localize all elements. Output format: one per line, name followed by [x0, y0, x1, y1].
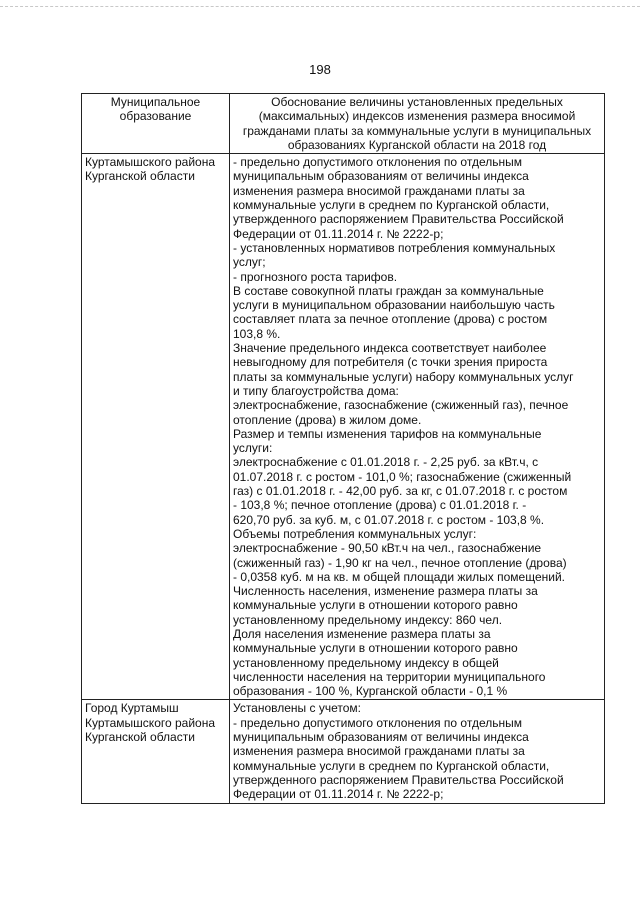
text-line: численности населения на территории муниципального [233, 669, 546, 684]
text-line: образования - 100 %, Курганской области - 0,1 % [233, 684, 508, 699]
text-line: изменения размера вносимой гражданами платы за [233, 183, 525, 198]
header-justification: Обоснование величины установленных предельных (максимальных) индексов изменения размера вносимой гражданами платы за коммунальные услуги в муниципальных образованиях Курганской области на 2018 год [230, 94, 605, 154]
municipality-name: Город Куртамыш Куртамышского района Курганской области [82, 700, 230, 803]
text-line: муниципальным образованиям от величины индекса [233, 169, 529, 184]
text-line: Установлены с учетом: [233, 701, 361, 716]
text-line: Размер и темпы изменения тарифов на коммунальные [233, 426, 542, 441]
text-line: установленному предельному индексу: 860 чел. [233, 612, 503, 627]
text-line: Численность населения, изменение размера платы за [233, 584, 538, 599]
text-line: (сжиженный газ) - 1,90 кг на чел., печное отопление (дрова) [233, 555, 567, 570]
text-line: коммунальные услуги в отношении которого равно [233, 598, 518, 613]
text-line: Объемы потребления коммунальных услуг: [233, 526, 477, 541]
text-line: отопление (дрова) в жилом доме. [233, 412, 422, 427]
text-line: В составе совокупной платы граждан за коммунальные [233, 283, 544, 298]
text-line: Доля населения изменение размера платы за [233, 626, 491, 641]
text-line: и типу благоустройства дома: [233, 383, 399, 398]
text-line: 620,70 руб. за куб. м, с 01.07.2018 г. с ростом - 103,8 %. [233, 512, 545, 527]
text-line: установленному предельному индексу в общей [233, 655, 499, 670]
text-line: 103,8 %. [233, 326, 281, 341]
text-line: электроснабжение, газоснабжение (сжиженный газ), печное [233, 398, 569, 413]
text-line: коммунальные услуги в отношении которого равно [233, 641, 518, 656]
text-line: газ) с 01.01.2018 г. - 42,00 руб. за кг, с 01.07.2018 г. с ростом [233, 484, 568, 499]
text-line: Федерации от 01.11.2014 г. № 2222-р; [233, 787, 444, 802]
table-header-row [82, 94, 605, 154]
text-line: - установленных нормативов потребления коммунальных [233, 240, 556, 255]
justification-table [81, 93, 605, 804]
text-line: 01.07.2018 г. с ростом - 101,0 %; газоснабжение (сжиженный [233, 469, 572, 484]
table-row [82, 154, 605, 700]
table-row [82, 700, 605, 803]
text-line: составляет плата за печное отопление (дрова) с ростом [233, 312, 548, 327]
municipality-name: Куртамышского района Курганской области [82, 154, 230, 700]
text-line: услуги в муниципальном образовании наибольшую часть [233, 298, 555, 313]
text-line: электроснабжение - 90,50 кВт.ч на чел., газоснабжение [233, 541, 542, 556]
header-municipality: Муниципальное образование [82, 94, 230, 154]
text-line: услуги: [233, 441, 273, 456]
text-line: невыгодному для потребителя (с точки зрения прироста [233, 355, 548, 370]
text-line: Значение предельного индекса соответствует наиболее [233, 341, 547, 356]
text-line: - 0,0358 куб. м на кв. м общей площади жилых помещений. [233, 569, 565, 584]
justification-text [230, 154, 605, 700]
justification-text [230, 700, 605, 803]
text-line: электроснабжение с 01.01.2018 г. - 2,25 руб. за кВт.ч, с [233, 455, 539, 470]
text-line: Федерации от 01.11.2014 г. № 2222-р; [233, 226, 444, 241]
text-line: - прогнозного роста тарифов. [233, 269, 398, 284]
text-line: - предельно допустимого отклонения по отдельным [233, 715, 522, 730]
text-line: платы за коммунальные услуги) набору коммунальных услуг [233, 369, 574, 384]
text-line: коммунальные услуги в среднем по Курганской области, [233, 758, 550, 773]
text-line: изменения размера вносимой гражданами платы за [233, 744, 525, 759]
text-line: утвержденного распоряжением Правительства Российской [233, 212, 564, 227]
text-line: - предельно допустимого отклонения по отдельным [233, 155, 522, 170]
page-number: 198 [309, 62, 331, 77]
text-line: услуг; [233, 255, 266, 270]
text-line: коммунальные услуги в среднем по Курганской области, [233, 198, 550, 213]
text-line: утвержденного распоряжением Правительства Российской [233, 772, 564, 787]
text-line: муниципальным образованиям от величины индекса [233, 730, 529, 745]
scan-edge-artifact [0, 6, 640, 10]
text-line: - 103,8 %; печное отопление (дрова) с 01.01.2018 г. - [233, 498, 527, 513]
